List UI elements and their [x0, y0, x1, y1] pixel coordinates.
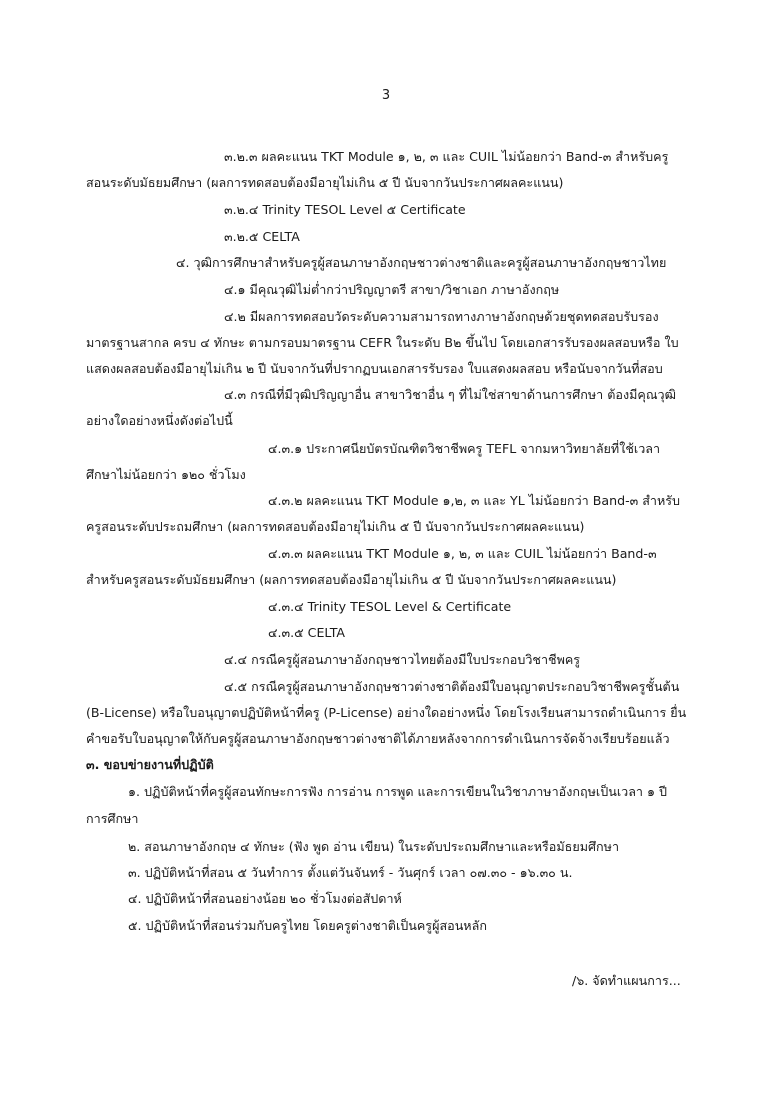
- item-4-3-1-cont: ศึกษาไม่น้อยกว่า ๑๒๐ ชั่วโมง: [86, 467, 246, 482]
- item-4-3-2: ๔.๓.๒ ผลคะแนน TKT Module ๑,๒, ๓ และ YL ไม่น้อยกว่า Band-๓ สำหรับ: [268, 493, 681, 508]
- continuation-marker: /๖. จัดทำแผนการ...: [572, 973, 681, 988]
- item-4-1: ๔.๑ มีคุณวุฒิไม่ต่ำกว่าปริญญาตรี สาขา/วิชาเอก ภาษาอังกฤษ: [224, 282, 560, 297]
- section-scope-heading: ๓. ขอบข่ายงานที่ปฏิบัติ: [86, 757, 214, 772]
- item-4-2: ๔.๒ มีผลการทดสอบวัดระดับความสามารถทางภาษาอังกฤษด้วยชุดทดสอบรับรอง: [224, 309, 659, 324]
- item-4-3-1: ๔.๓.๑ ประกาศนียบัตรบัณฑิตวิชาชีพครู TEFL จากมหาวิทยาลัยที่ใช้เวลา: [268, 441, 661, 456]
- item-4-3-3-cont: สำหรับครูสอนระดับมัธยมศึกษา (ผลการทดสอบต้องมีอายุไม่เกิน ๕ ปี นับจากวันประกาศผลคะแนน): [86, 572, 617, 587]
- item-4-3-2-cont: ครูสอนระดับประถมศึกษา (ผลการทดสอบต้องมีอายุไม่เกิน ๕ ปี นับจากวันประกาศผลคะแนน): [86, 519, 585, 534]
- duty-2: ๒. สอนภาษาอังกฤษ ๔ ทักษะ (ฟัง พูด อ่าน เขียน) ในระดับประถมศึกษาและหรือมัธยมศึกษา: [128, 839, 620, 854]
- item-4-5-cont-2: คำขอรับใบอนุญาตให้กับครูผู้สอนภาษาอังกฤษชาวต่างชาติได้ภายหลังจากการดำเนินการจัดจ้างเรียบร้อยแล้ว: [86, 731, 670, 746]
- item-4-3-5: ๔.๓.๕ CELTA: [268, 625, 346, 640]
- page-number: 3: [381, 88, 391, 103]
- duty-1: ๑. ปฏิบัติหน้าที่ครูผู้สอนทักษะการฟัง การอ่าน การพูด และการเขียนในวิชาภาษาอังกฤษเป็นเวลา ๑ ปี: [128, 784, 667, 799]
- duty-3: ๓. ปฏิบัติหน้าที่สอน ๕ วันทำการ ตั้งแต่วันจันทร์ - วันศุกร์ เวลา ๐๗.๓๐ - ๑๖.๓๐ น.: [128, 865, 573, 880]
- item-4-3-4: ๔.๓.๔ Trinity TESOL Level & Certificate: [268, 599, 512, 614]
- duty-5: ๕. ปฏิบัติหน้าที่สอนร่วมกับครูไทย โดยครูต่างชาติเป็นครูผู้สอนหลัก: [128, 918, 487, 933]
- item-4-5: ๔.๕ กรณีครูผู้สอนภาษาอังกฤษชาวต่างชาติต้องมีใบอนุญาตประกอบวิชาชีพครูชั้นต้น: [224, 679, 680, 694]
- duty-4: ๔. ปฏิบัติหน้าที่สอนอย่างน้อย ๒๐ ชั่วโมงต่อสัปดาห์: [128, 891, 402, 906]
- section-4-heading: ๔. วุฒิการศึกษาสำหรับครูผู้สอนภาษาอังกฤษชาวต่างชาติและครูผู้สอนภาษาอังกฤษชาวไทย: [176, 255, 667, 270]
- item-4-3-cont: อย่างใดอย่างหนึ่งดังต่อไปนี้: [86, 413, 233, 428]
- item-3-2-5: ๓.๒.๕ CELTA: [224, 229, 300, 244]
- item-3-2-4: ๓.๒.๔ Trinity TESOL Level ๕ Certificate: [224, 202, 466, 217]
- item-4-3: ๔.๓ กรณีที่มีวุฒิปริญญาอื่น สาขาวิชาอื่น ๆ ที่ไม่ใช่สาขาด้านการศึกษา ต้องมีคุณวุฒิ: [224, 387, 676, 402]
- item-4-2-cont-1: มาตรฐานสากล ครบ ๔ ทักษะ ตามกรอบมาตรฐาน CEFR ในระดับ B๒ ขึ้นไป โดยเอกสารรับรองผลสอบหรือ ใบ: [86, 335, 679, 350]
- duty-1-cont: การศึกษา: [86, 811, 139, 826]
- item-3-2-3-cont: สอนระดับมัธยมศึกษา (ผลการทดสอบต้องมีอายุไม่เกิน ๕ ปี นับจากวันประกาศผลคะแนน): [86, 175, 564, 190]
- item-4-3-3: ๔.๓.๓ ผลคะแนน TKT Module ๑, ๒, ๓ และ CUIL ไม่น้อยกว่า Band-๓: [268, 546, 657, 561]
- item-4-2-cont-2: แสดงผลสอบต้องมีอายุไม่เกิน ๒ ปี นับจากวันที่ปรากฏบนเอกสารรับรอง ใบแสดงผลสอบ หรือนับจากวันที่สอบ: [86, 361, 663, 376]
- item-4-5-cont-1: (B-License) หรือใบอนุญาตปฏิบัติหน้าที่ครู (P-License) อย่างใดอย่างหนึ่ง โดยโรงเรียนสามารถดำเนินการ ยื่น: [86, 705, 687, 720]
- item-3-2-3: ๓.๒.๓ ผลคะแนน TKT Module ๑, ๒, ๓ และ CUIL ไม่น้อยกว่า Band-๓ สำหรับครู: [224, 149, 669, 164]
- item-4-4: ๔.๔ กรณีครูผู้สอนภาษาอังกฤษชาวไทยต้องมีใบประกอบวิชาชีพครู: [224, 652, 581, 667]
